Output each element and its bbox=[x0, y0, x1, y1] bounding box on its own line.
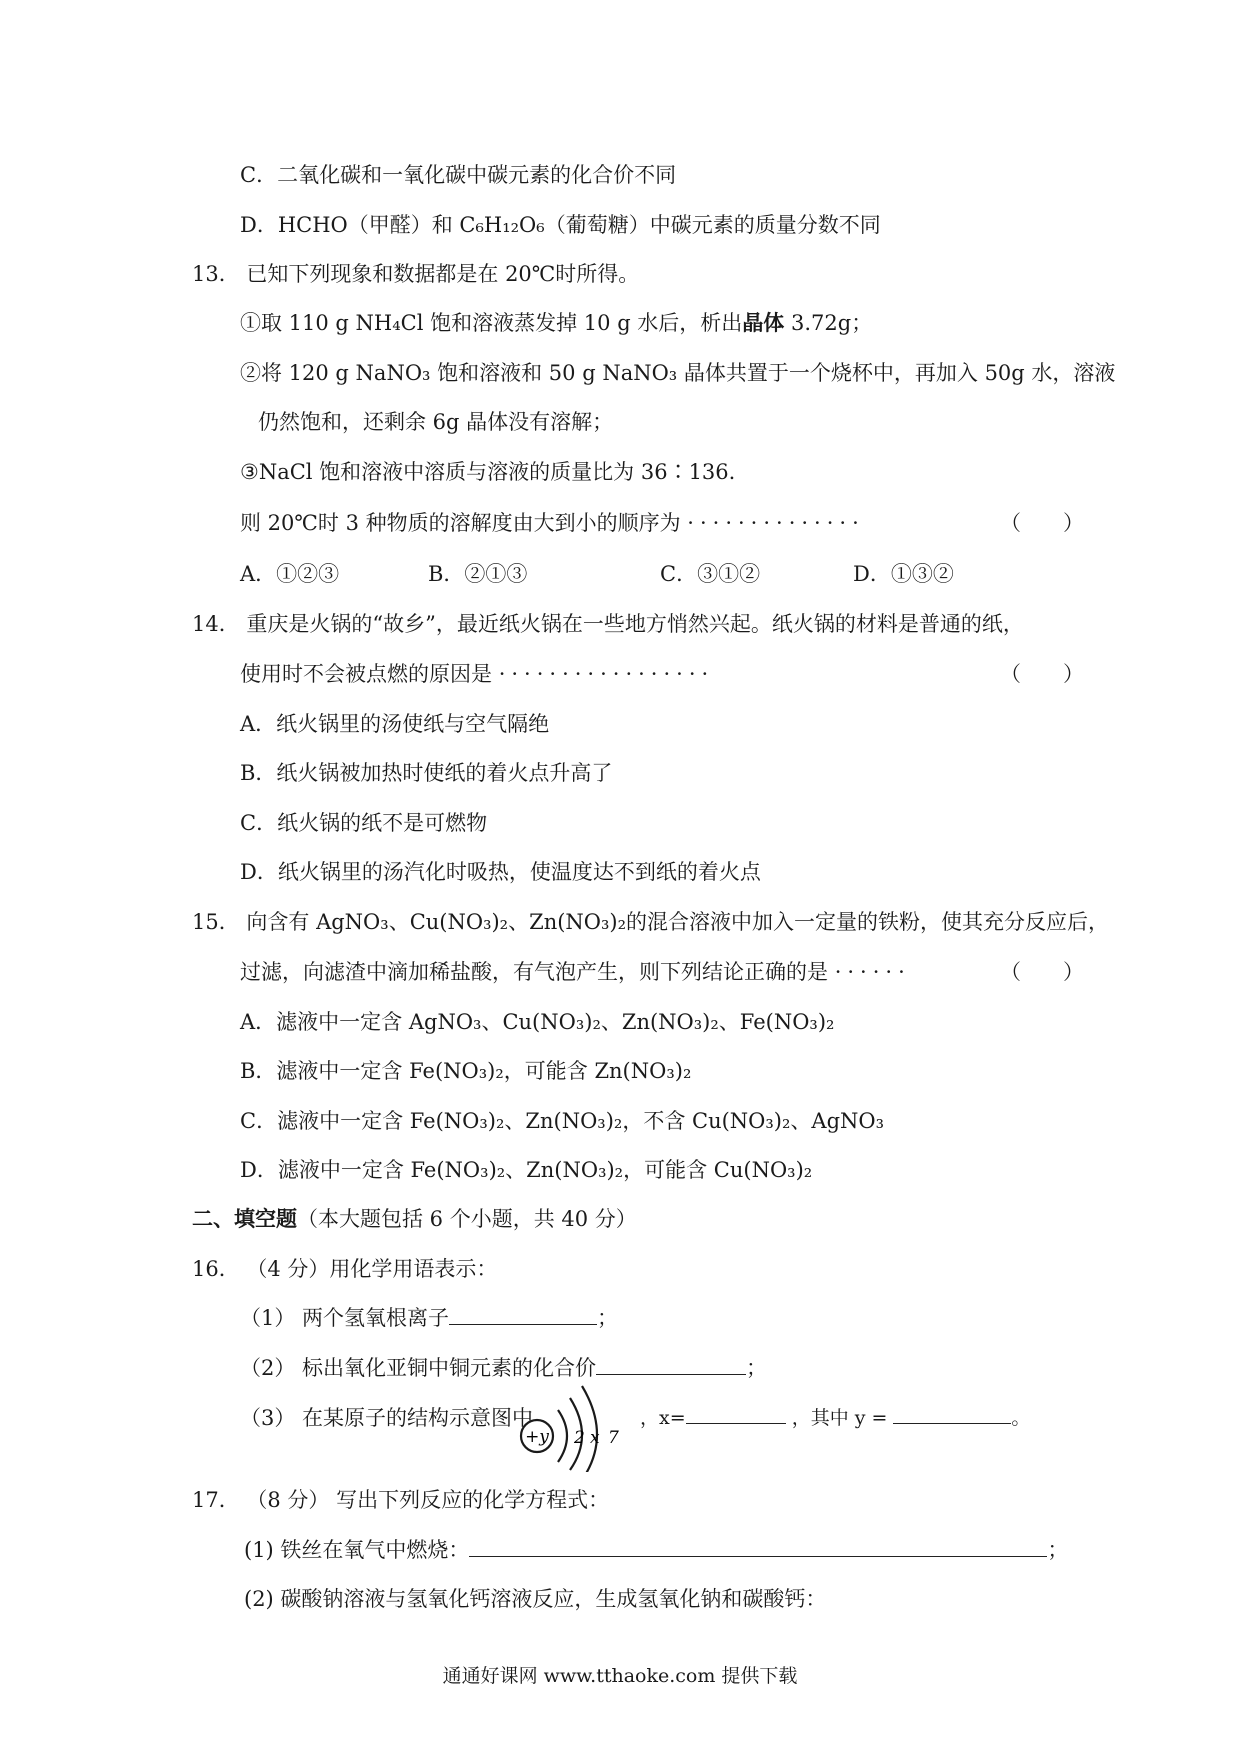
q14-stem-line-1: 14． 重庆是火锅的“故乡”，最近纸火锅在一些地方悄然兴起。纸火锅的材料是普通的纸， bbox=[192, 612, 1024, 636]
q13-statement-3: ③NaCl 饱和溶液中溶质与溶液的质量比为 36∶136. bbox=[240, 460, 736, 484]
atom-shell-1-count: 2 bbox=[574, 1428, 585, 1448]
q16-part-3: （3） 在某原子的结构示意图中 bbox=[240, 1406, 534, 1430]
q16-answer-blank-x[interactable] bbox=[686, 1403, 786, 1424]
q14-answer-paren: （ ） bbox=[1000, 662, 1084, 686]
q14-question-text: 使用时不会被点燃的原因是 bbox=[240, 662, 492, 686]
q14-option-b: B．纸火锅被加热时使纸的着火点升高了 bbox=[240, 761, 613, 785]
q13-s1-bold: 晶体 bbox=[742, 310, 785, 335]
atom-structure-diagram bbox=[518, 1380, 626, 1472]
page-footer: 通通好课网 www.tthaoke.com 提供下载 bbox=[442, 1665, 798, 1687]
section-2-desc: （本大题包括 6 个小题，共 40 分） bbox=[297, 1207, 637, 1231]
q13-s1-pre: ①取 110 g NH₄Cl 饱和溶液蒸发掉 10 g 水后，析出 bbox=[240, 311, 743, 335]
atom-shell-2-count: x bbox=[590, 1428, 600, 1448]
q17-part-2: (2) 碳酸钠溶液与氢氧化钙溶液反应，生成氢氧化钠和碳酸钙： bbox=[244, 1587, 827, 1611]
q16-period: 。 bbox=[1011, 1407, 1031, 1429]
q13-statement-2a: ②将 120 g NaNO₃ 饱和溶液和 50 g NaNO₃ 晶体共置于一个烧杯中，再加入 50g 水，溶液 bbox=[240, 361, 1116, 385]
atom-shell-3-count: 7 bbox=[608, 1428, 619, 1448]
q16-x-label: ，x= bbox=[640, 1407, 686, 1429]
q17-part-1-text: (1) 铁丝在氧气中燃烧： bbox=[244, 1538, 470, 1562]
q15-option-a: A．滤液中一定含 AgNO₃、Cu(NO₃)₂、Zn(NO₃)₂、Fe(NO₃)₂ bbox=[240, 1010, 835, 1034]
q15-option-d: D．滤液中一定含 Fe(NO₃)₂、Zn(NO₃)₂，可能含 Cu(NO₃)₂ bbox=[240, 1158, 813, 1182]
q16-part-2 bbox=[240, 1353, 767, 1383]
q13-answer-paren: （ ） bbox=[1000, 511, 1084, 535]
q16-part-1-text: （1） 两个氢氧根离子 bbox=[240, 1306, 450, 1330]
q13-option-c: C．③①② bbox=[660, 562, 761, 586]
q17-stem: 17． （8 分） 写出下列反应的化学方程式： bbox=[192, 1488, 610, 1512]
q17-part-1 bbox=[244, 1535, 1068, 1565]
q16-part-3-answers bbox=[640, 1403, 1030, 1433]
q16-y-label: ，其中 y = bbox=[791, 1407, 888, 1429]
q13-stem: 13． 已知下列现象和数据都是在 20℃时所得。 bbox=[192, 262, 640, 286]
q15-dots: ······ bbox=[834, 960, 911, 984]
q16-stem: 16． （4 分）用化学用语表示： bbox=[192, 1257, 498, 1281]
q13-dots: ·············· bbox=[687, 511, 865, 535]
q14-option-c: C．纸火锅的纸不是可燃物 bbox=[240, 811, 488, 835]
q13-question-text: 则 20℃时 3 种物质的溶解度由大到小的顺序为 bbox=[240, 511, 681, 535]
q14-dots: ················· bbox=[498, 662, 715, 686]
q16-part-2-text: （2） 标出氧化亚铜中铜元素的化合价 bbox=[240, 1356, 597, 1380]
q13-option-b: B．②①③ bbox=[428, 562, 528, 586]
q14-option-a: A．纸火锅里的汤使纸与空气隔绝 bbox=[240, 712, 550, 736]
q13-option-d: D．①③② bbox=[853, 562, 954, 586]
q15-stem-line-1: 15． 向含有 AgNO₃、Cu(NO₃)₂、Zn(NO₃)₂的混合溶液中加入一定量的铁粉，使其充分反应后， bbox=[192, 910, 1110, 934]
q13-statement-1 bbox=[240, 308, 872, 338]
section-2-heading bbox=[192, 1204, 637, 1234]
atom-shell-1 bbox=[558, 1410, 567, 1462]
q15-option-b: B．滤液中一定含 Fe(NO₃)₂，可能含 Zn(NO₃)₂ bbox=[240, 1059, 692, 1083]
q16-semicolon-1: ； bbox=[597, 1306, 619, 1330]
q16-part-1 bbox=[240, 1303, 618, 1333]
q17-semicolon: ； bbox=[1047, 1538, 1069, 1562]
section-2-title: 二、填空题 bbox=[192, 1206, 297, 1231]
q13-s1-post: 3.72g； bbox=[784, 311, 873, 335]
q16-answer-blank-2[interactable] bbox=[596, 1354, 746, 1375]
atom-nucleus-label: +y bbox=[525, 1427, 549, 1447]
q13-statement-2b: 仍然饱和，还剩余 6g 晶体没有溶解； bbox=[258, 410, 614, 434]
q12-option-d: D．HCHO（甲醛）和 C₆H₁₂O₆（葡萄糖）中碳元素的质量分数不同 bbox=[240, 213, 881, 237]
q14-option-d: D．纸火锅里的汤汽化时吸热，使温度达不到纸的着火点 bbox=[240, 860, 761, 884]
q15-answer-paren: （ ） bbox=[1000, 960, 1084, 984]
q16-answer-blank-y[interactable] bbox=[893, 1403, 1011, 1424]
q14-stem-line-2 bbox=[240, 659, 714, 689]
q12-option-c: C．二氧化碳和一氧化碳中碳元素的化合价不同 bbox=[240, 163, 677, 187]
q16-semicolon-2: ； bbox=[746, 1356, 768, 1380]
q17-answer-blank-1[interactable] bbox=[469, 1536, 1047, 1557]
q13-option-a: A．①②③ bbox=[240, 562, 340, 586]
q15-question-text: 过滤，向滤渣中滴加稀盐酸，有气泡产生，则下列结论正确的是 bbox=[240, 960, 828, 984]
q16-answer-blank-1[interactable] bbox=[449, 1304, 597, 1325]
q15-stem-line-2 bbox=[240, 957, 911, 987]
q13-question bbox=[240, 508, 865, 538]
q15-option-c: C．滤液中一定含 Fe(NO₃)₂、Zn(NO₃)₂，不含 Cu(NO₃)₂、AgNO₃ bbox=[240, 1109, 885, 1133]
